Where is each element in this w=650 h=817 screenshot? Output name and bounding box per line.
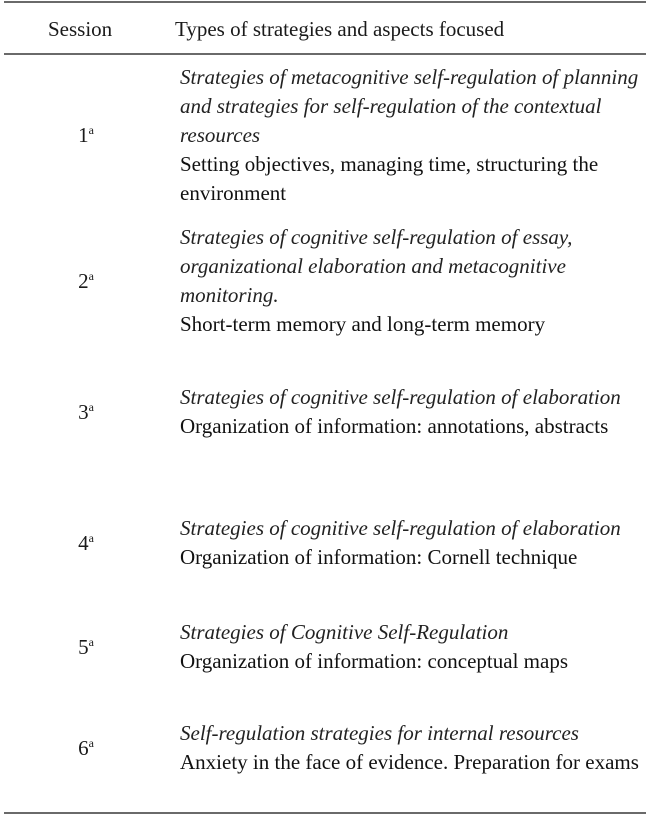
strategy-text: Strategies of Cognitive Self-Regulation [180,620,509,644]
aspect-text: Setting objectives, managing time, structuring the environment [180,151,599,205]
content-cell [180,63,640,208]
session-ordinal: a [88,268,94,283]
session-ordinal: a [88,530,94,545]
session-cell [4,121,168,150]
content-cell [180,223,640,339]
session-cell [4,734,168,763]
session-number: 1 [78,122,89,147]
bottom-rule [4,812,646,814]
aspect-text: Short-term memory and long-term memory [180,312,546,336]
content-cell [180,719,640,777]
strategy-text: Strategies of metacognitive self-regulation of planning and strategies for self-regulation of the contextual resources [180,64,639,147]
session-ordinal: a [88,399,94,414]
session-number: 3 [78,399,89,424]
aspect-text: Organization of information: conceptual maps [180,649,568,673]
table-row [4,62,646,208]
session-number: 4 [78,530,89,555]
header-session: Session [48,17,113,41]
content-cell [180,618,640,676]
session-cell [4,633,168,662]
table-row [4,618,646,676]
session-number: 2 [78,268,89,293]
top-rule [4,1,646,3]
session-cell [4,529,168,558]
table-row [4,485,646,601]
aspect-text: Organization of information: Cornell technique [180,545,578,569]
content-cell [180,383,640,441]
strategy-text: Strategies of cognitive self-regulation of elaboration [180,385,621,409]
strategy-text: Strategies of cognitive self-regulation of elaboration [180,516,621,540]
session-ordinal: a [88,634,94,649]
table-row [4,354,646,470]
table-header [4,14,646,44]
strategy-text: Self-regulation strategies for internal resources [180,721,579,745]
header-rule [4,53,646,55]
strategy-text: Strategies of cognitive self-regulation of essay, organizational elaboration and metacognitive monitoring. [180,225,573,307]
session-number: 5 [78,634,89,659]
session-ordinal: a [88,122,94,137]
session-cell [4,398,168,427]
aspect-text: Anxiety in the face of evidence. Preparation for exams [180,750,639,774]
session-cell [4,267,168,296]
aspect-text: Organization of information: annotations, abstracts [180,414,609,438]
content-cell [180,514,640,572]
table-row [4,223,646,339]
session-ordinal: a [88,735,94,750]
session-number: 6 [78,735,89,760]
table-row [4,690,646,806]
header-types: Types of strategies and aspects focused [175,17,505,41]
